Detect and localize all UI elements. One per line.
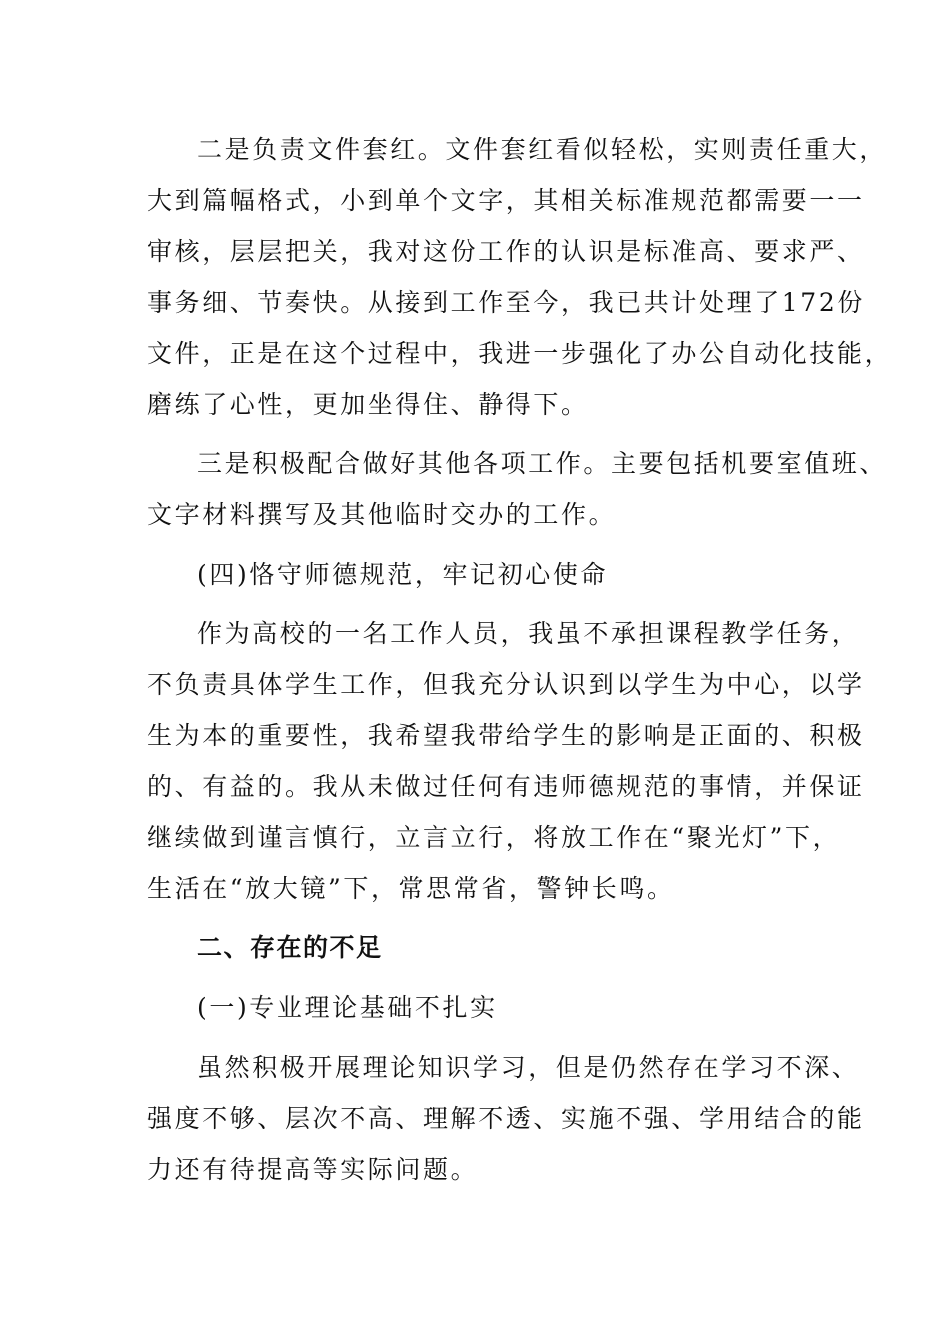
paragraph-line: 三是积极配合做好其他各项工作。主要包括机要室值班、 <box>197 449 888 478</box>
section-subheading: (四)恪守师德规范，牢记初心使命 <box>197 560 609 589</box>
paragraph-line: 生活在“放大镜”下，常思常省，警钟长鸣。 <box>147 874 675 903</box>
section-heading: 二、存在的不足 <box>197 933 383 962</box>
paragraph-line: 强度不够、层次不高、理解不透、实施不强、学用结合的能 <box>147 1104 865 1133</box>
paragraph-line: 作为高校的一名工作人员，我虽不承担课程教学任务， <box>197 619 860 648</box>
section-subheading: (一)专业理论基础不扎实 <box>197 993 498 1022</box>
paragraph-line: 虽然积极开展理论知识学习，但是仍然存在学习不深、 <box>197 1053 860 1082</box>
paragraph-line: 大到篇幅格式，小到单个文字，其相关标准规范都需要一一 <box>147 186 865 215</box>
paragraph-line: 二是负责文件套红。文件套红看似轻松，实则责任重大， <box>197 135 888 164</box>
paragraph-line: 力还有待提高等实际问题。 <box>147 1155 479 1184</box>
paragraph-line: 磨练了心性，更加坐得住、静得下。 <box>147 390 589 419</box>
paragraph-line: 文件，正是在这个过程中，我进一步强化了办公自动化技能， <box>147 339 893 368</box>
paragraph-line: 文字材料撰写及其他临时交办的工作。 <box>147 500 617 529</box>
paragraph-line: 审核，层层把关，我对这份工作的认识是标准高、要求严、 <box>147 237 865 266</box>
paragraph-line: 继续做到谨言慎行，立言立行，将放工作在“聚光灯”下， <box>147 823 841 852</box>
paragraph-line: 不负责具体学生工作，但我充分认识到以学生为中心，以学 <box>147 670 865 699</box>
paragraph-line: 生为本的重要性，我希望我带给学生的影响是正面的、积极 <box>147 721 865 750</box>
paragraph-line: 事务细、节奏快。从接到工作至今，我已共计处理了172份 <box>147 288 865 317</box>
paragraph-line: 的、有益的。我从未做过任何有违师德规范的事情，并保证 <box>147 772 865 801</box>
